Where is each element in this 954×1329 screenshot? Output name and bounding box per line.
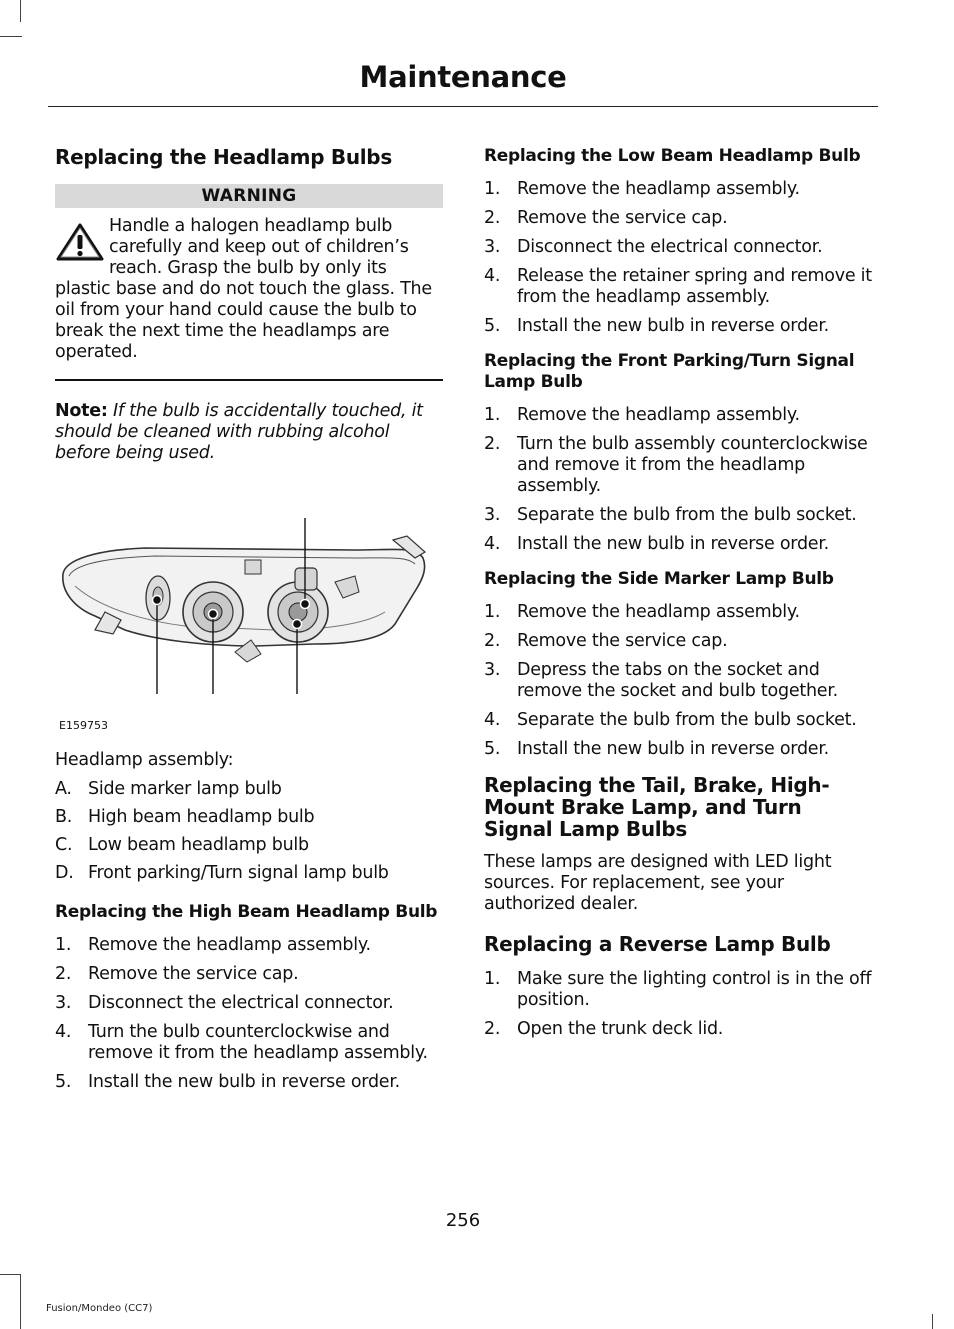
- step-text: Install the new bulb in reverse order.: [517, 534, 829, 554]
- step-text: Remove the headlamp assembly.: [517, 179, 800, 199]
- step-text: Release the retainer spring and remove it from the headlamp assembly.: [517, 266, 872, 307]
- note-paragraph: [55, 401, 443, 464]
- step-text: Remove the service cap.: [517, 631, 728, 651]
- step-item: [484, 405, 874, 426]
- crop-mark: [0, 36, 22, 37]
- headlamp-assembly-illustration: [55, 512, 443, 712]
- step-number: 3.: [484, 660, 501, 680]
- step-item: [484, 266, 874, 308]
- crop-mark: [932, 1314, 933, 1329]
- step-text: Remove the headlamp assembly.: [517, 602, 800, 622]
- legend-item: [55, 807, 443, 828]
- legend-key: A.: [55, 779, 72, 799]
- step-text: Remove the headlamp assembly.: [517, 405, 800, 425]
- low-beam-steps: [484, 179, 874, 337]
- step-text: Turn the bulb counterclockwise and remove it from the headlamp assembly.: [88, 1022, 428, 1063]
- footer-model: Fusion/Mondeo (CC7): [46, 1303, 153, 1314]
- step-item: [55, 993, 443, 1014]
- section-title-tail-brake: Replacing the Tail, Brake, High-Mount Brake Lamp, and Turn Signal Lamp Bulbs: [484, 773, 830, 841]
- legend-title: Headlamp assembly:: [55, 750, 234, 770]
- step-text: Disconnect the electrical connector.: [88, 993, 394, 1013]
- legend-key: C.: [55, 835, 73, 855]
- legend-text: High beam headlamp bulb: [88, 807, 315, 827]
- step-text: Remove the headlamp assembly.: [88, 935, 371, 955]
- subsection-title-low-beam: Replacing the Low Beam Headlamp Bulb: [484, 146, 861, 166]
- step-item: [55, 1072, 443, 1093]
- step-item: [484, 710, 874, 731]
- headlamp-assembly-figure: [55, 512, 443, 732]
- legend-text: Side marker lamp bulb: [88, 779, 282, 799]
- step-number: 4.: [484, 266, 501, 286]
- step-item: [484, 505, 874, 526]
- step-text: Install the new bulb in reverse order.: [88, 1072, 400, 1092]
- legend-text: Front parking/Turn signal lamp bulb: [88, 863, 389, 883]
- step-item: [484, 1019, 874, 1040]
- step-number: 3.: [55, 993, 72, 1013]
- step-text: Depress the tabs on the socket and remove the socket and bulb together.: [517, 660, 838, 701]
- note-label: Note:: [55, 401, 108, 421]
- subsection-title-high-beam: Replacing the High Beam Headlamp Bulb: [55, 902, 438, 922]
- tail-brake-text: These lamps are designed with LED light sources. For replacement, see your authorized dealer.: [484, 852, 832, 914]
- step-item: [55, 935, 443, 956]
- step-text: Open the trunk deck lid.: [517, 1019, 724, 1039]
- figure-code: E159753: [59, 719, 108, 732]
- step-text: Disconnect the electrical connector.: [517, 237, 823, 257]
- step-text: Make sure the lighting control is in the off position.: [517, 969, 872, 1010]
- legend-list: [55, 779, 443, 884]
- legend-key: D.: [55, 863, 74, 883]
- step-number: 1.: [484, 969, 501, 989]
- crop-mark: [20, 0, 21, 22]
- step-item: [484, 602, 874, 623]
- title-divider: [48, 106, 878, 107]
- page-title: Maintenance: [359, 60, 567, 94]
- step-number: 1.: [484, 179, 501, 199]
- section-title-headlamp-bulbs: Replacing the Headlamp Bulbs: [55, 145, 392, 169]
- warning-label: WARNING: [55, 184, 443, 208]
- step-number: 2.: [484, 631, 501, 651]
- page-number: 256: [445, 1210, 481, 1231]
- reverse-lamp-steps: [484, 969, 874, 1040]
- step-number: 5.: [484, 739, 501, 759]
- crop-mark: [0, 1274, 20, 1275]
- step-number: 1.: [484, 405, 501, 425]
- side-marker-steps: [484, 602, 874, 760]
- step-number: 3.: [484, 505, 501, 525]
- step-number: 5.: [55, 1072, 72, 1092]
- step-item: [484, 534, 874, 555]
- legend-item: [55, 779, 443, 800]
- warning-box: [55, 184, 443, 381]
- step-number: 2.: [484, 208, 501, 228]
- step-number: 2.: [55, 964, 72, 984]
- step-item: [484, 631, 874, 652]
- left-column: [55, 146, 443, 1107]
- warning-triangle-icon: [55, 222, 105, 262]
- step-text: Separate the bulb from the bulb socket.: [517, 505, 857, 525]
- step-number: 4.: [484, 710, 501, 730]
- legend-item: [55, 835, 443, 856]
- step-item: [484, 179, 874, 200]
- note-text: If the bulb is accidentally touched, it should be cleaned with rubbing alcohol before being used.: [55, 401, 423, 463]
- step-number: 1.: [484, 602, 501, 622]
- step-number: 3.: [484, 237, 501, 257]
- step-text: Install the new bulb in reverse order.: [517, 739, 829, 759]
- legend-text: Low beam headlamp bulb: [88, 835, 309, 855]
- step-number: 2.: [484, 434, 501, 454]
- step-item: [484, 660, 874, 702]
- section-title-reverse-lamp: Replacing a Reverse Lamp Bulb: [484, 932, 831, 956]
- step-item: [55, 1022, 443, 1064]
- warning-divider: [55, 379, 443, 381]
- step-item: [484, 969, 874, 1011]
- step-text: Turn the bulb assembly counterclockwise and remove it from the headlamp assembly.: [517, 434, 868, 496]
- step-number: 4.: [484, 534, 501, 554]
- step-number: 5.: [484, 316, 501, 336]
- step-item: [484, 434, 874, 497]
- step-number: 4.: [55, 1022, 72, 1042]
- step-number: 1.: [55, 935, 72, 955]
- legend-key: B.: [55, 807, 73, 827]
- subsection-title-front-parking: Replacing the Front Parking/Turn Signal Lamp Bulb: [484, 351, 855, 392]
- step-text: Separate the bulb from the bulb socket.: [517, 710, 857, 730]
- step-item: [484, 316, 874, 337]
- front-parking-steps: [484, 405, 874, 555]
- subsection-title-side-marker: Replacing the Side Marker Lamp Bulb: [484, 569, 834, 589]
- high-beam-steps: [55, 935, 443, 1093]
- step-item: [484, 237, 874, 258]
- step-item: [484, 208, 874, 229]
- step-text: Remove the service cap.: [88, 964, 299, 984]
- step-number: 2.: [484, 1019, 501, 1039]
- legend-item: [55, 863, 443, 884]
- step-text: Remove the service cap.: [517, 208, 728, 228]
- step-text: Install the new bulb in reverse order.: [517, 316, 829, 336]
- warning-text: Handle a halogen headlamp bulb carefully and keep out of children’s reach. Grasp the bulb by only its plastic base and do not touch the glass. The oil from your hand could cause the bulb to break the next time the headlamps are operated.: [55, 216, 432, 362]
- right-column: [484, 146, 874, 1054]
- step-item: [484, 739, 874, 760]
- crop-mark: [20, 1274, 21, 1329]
- step-item: [55, 964, 443, 985]
